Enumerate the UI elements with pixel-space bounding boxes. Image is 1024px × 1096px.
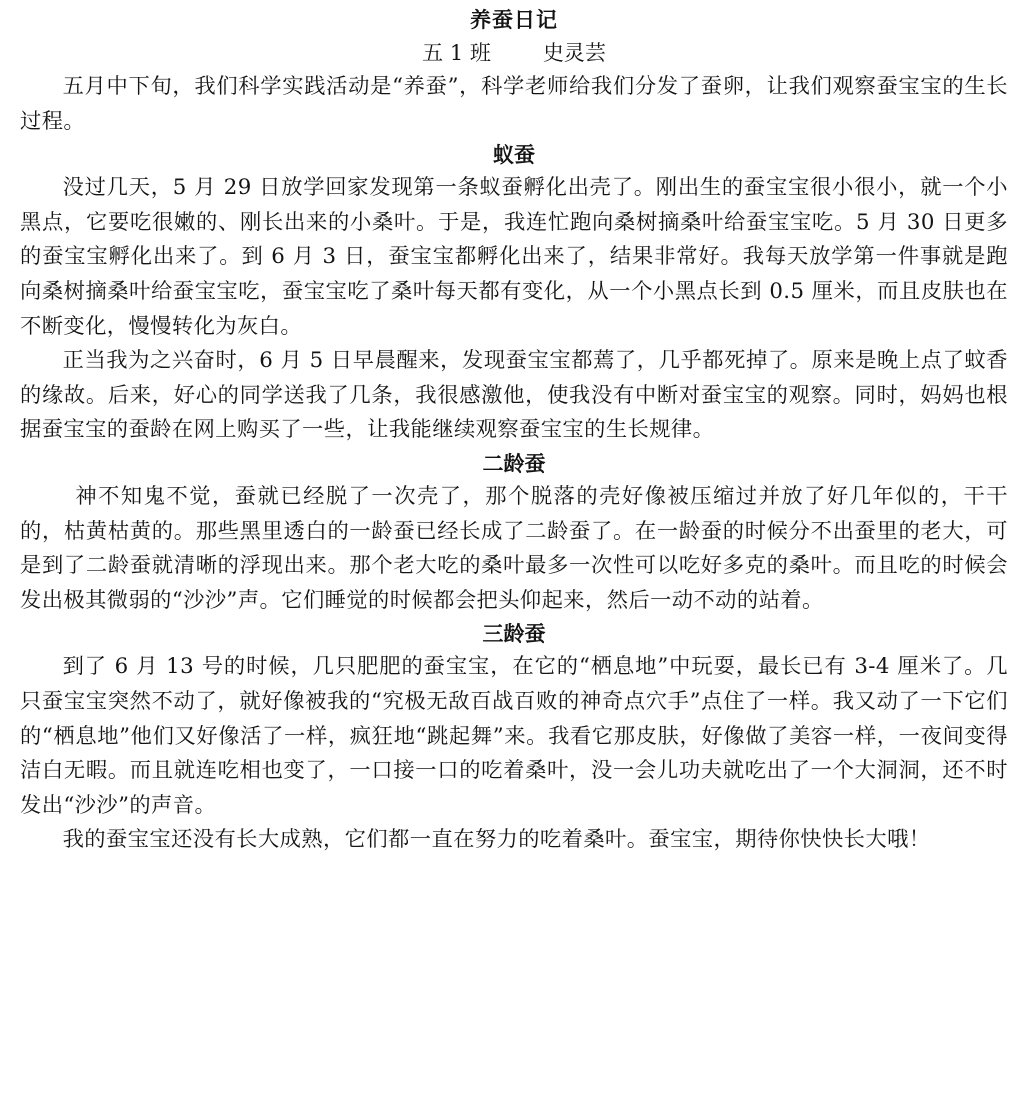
document-title: 养蚕日记: [470, 8, 558, 32]
document-page: [20, 0, 1008, 858]
author-name: 史灵芸: [542, 41, 606, 65]
class-name: 五 1 班: [422, 41, 491, 65]
paragraph: 我的蚕宝宝还没有长大成熟，它们都一直在努力的吃着桑叶。蚕宝宝，期待你快快长大哦！: [62, 827, 931, 853]
intro-paragraph: 五月中下旬，我们科学实践活动是“养蚕”，科学老师给我们分发了蚕卵，让我们观察蚕宝宝的生长过程。: [20, 74, 1008, 134]
paragraph: 没过几天，5 月 29 日放学回家发现第一条蚁蚕孵化出壳了。刚出生的蚕宝宝很小很小，就一个小黑点，它要吃很嫩的、刚长出来的小桑叶。于是，我连忙跑向桑树摘桑叶给蚕宝宝吃。5 月 30 日更多的蚕宝宝孵化出来了。到 6 月 3 日，蚕宝宝都孵化出来了，结果非常好。我每天放学第一件事就是跑向桑树摘桑叶给蚕宝宝吃，蚕宝宝吃了桑叶每天都有变化，从一个小黑点长到 0.5 厘米，而且皮肤也在不断变化，慢慢转化为灰白。: [20, 175, 1008, 339]
section-heading-erlingcan: 二龄蚕: [482, 451, 546, 476]
section-heading-sanlingcan: 三龄蚕: [482, 622, 546, 647]
byline: [20, 36, 1008, 70]
paragraph: 到了 6 月 13 号的时候，几只肥肥的蚕宝宝，在它的“栖息地”中玩耍，最长已有 3-4 厘米了。几只蚕宝宝突然不动了，就好像被我的“究极无敌百战百败的神奇点穴手”点住了一样。我又动了一下它们的“栖息地”他们又好像活了一样，疯狂地“跳起舞”来。我看它那皮肤，好像做了美容一样，一夜间变得洁白无暇。而且就连吃相也变了，一口接一口的吃着桑叶，没一会儿功夫就吃出了一个大洞洞，还不时发出“沙沙”的声音。: [20, 654, 1008, 818]
paragraph: 神不知鬼不觉，蚕就已经脱了一次壳了，那个脱落的壳好像被压缩过并放了好几年似的，干干的，枯黄枯黄的。那些黑里透白的一龄蚕已经长成了二龄蚕了。在一龄蚕的时候分不出蚕里的老大，可是到了二龄蚕就清晰的浮现出来。那个老大吃的桑叶最多一次性可以吃好多克的桑叶。而且吃的时候会发出极其微弱的“沙沙”声。它们睡觉的时候都会把头仰起来，然后一动不动的站着。: [20, 483, 1008, 613]
section-heading-yican: 蚁蚕: [493, 143, 535, 168]
paragraph: 正当我为之兴奋时，6 月 5 日早晨醒来，发现蚕宝宝都蔫了，几乎都死掉了。原来是晚上点了蚊香的缘故。后来，好心的同学送我了几条，我很感激他，使我没有中断对蚕宝宝的观察。同时，妈妈也根据蚕宝宝的蚕龄在网上购买了一些，让我能继续观察蚕宝宝的生长规律。: [20, 348, 1008, 443]
